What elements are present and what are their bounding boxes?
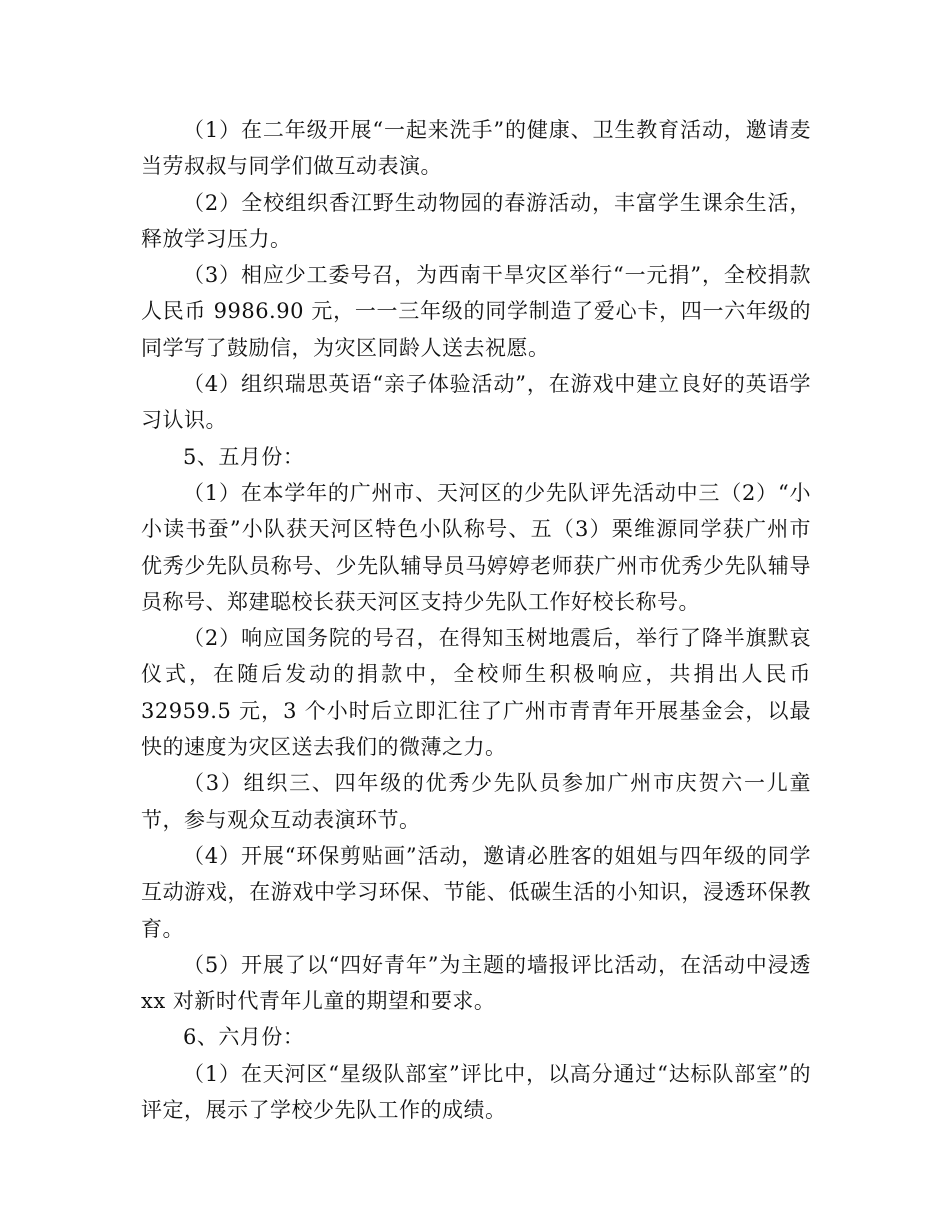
paragraph-may-item-3: （3）组织三、四年级的优秀少先队员参加广州市庆贺六一儿童节，参与观众互动表演环节。 <box>141 771 811 832</box>
section-heading-may: 5、五月份： <box>183 444 305 469</box>
paragraph-june-item-1: （1）在天河区“星级队部室”评比中，以高分通过“达标队部室”的评定，展示了学校少先队工作的成绩。 <box>141 1061 811 1123</box>
section-heading-june: 6、六月份： <box>183 1025 305 1050</box>
paragraph-may-item-2: （2）响应国务院的号召，在得知玉树地震后，举行了降半旗默哀仪式，在随后发动的捐款中，全校师生积极响应，共捐出人民币 32959.5 元，3 个小时后立即汇往了广州市青青年开展基金会，以最快的速度为灾区送去我们的微薄之力。 <box>141 626 811 760</box>
document-body <box>141 112 811 1128</box>
paragraph-may-item-4: （4）开展“环保剪贴画”活动，邀请必胜客的姐姐与四年级的同学互动游戏，在游戏中学习环保、节能、低碳生活的小知识，浸透环保教育。 <box>141 843 811 941</box>
paragraph-april-item-3: （3）相应少工委号召，为西南干旱灾区举行“一元捐”，全校捐款人民币 9986.90 元，一一三年级的同学制造了爱心卡，四一六年级的同学写了鼓励信，为灾区同龄人送去祝愿。 <box>141 263 811 360</box>
paragraph-april-item-4: （4）组织瑞思英语“亲子体验活动”，在游戏中建立良好的英语学习认识。 <box>141 372 811 433</box>
paragraph-april-item-1: （1）在二年级开展“一起来洗手”的健康、卫生教育活动，邀请麦当劳叔叔与同学们做互动表演。 <box>141 118 811 179</box>
paragraph-may-item-5: （5）开展了以“四好青年”为主题的墙报评比活动，在活动中浸透 xx 对新时代青年儿童的期望和要求。 <box>141 952 811 1014</box>
paragraph-april-item-2: （2）全校组织香江野生动物园的春游活动，丰富学生课余生活，释放学习压力。 <box>141 190 811 251</box>
paragraph-may-item-1: （1）在本学年的广州市、天河区的少先队评先活动中三（2）“小小读书蚕”小队获天河区特色小队称号、五（3）栗维源同学获广州市优秀少先队员称号、少先队辅导员马婷婷老师获广州市优秀少先队辅导员称号、郑建聪校长获天河区支持少先队工作好校长称号。 <box>141 480 811 614</box>
